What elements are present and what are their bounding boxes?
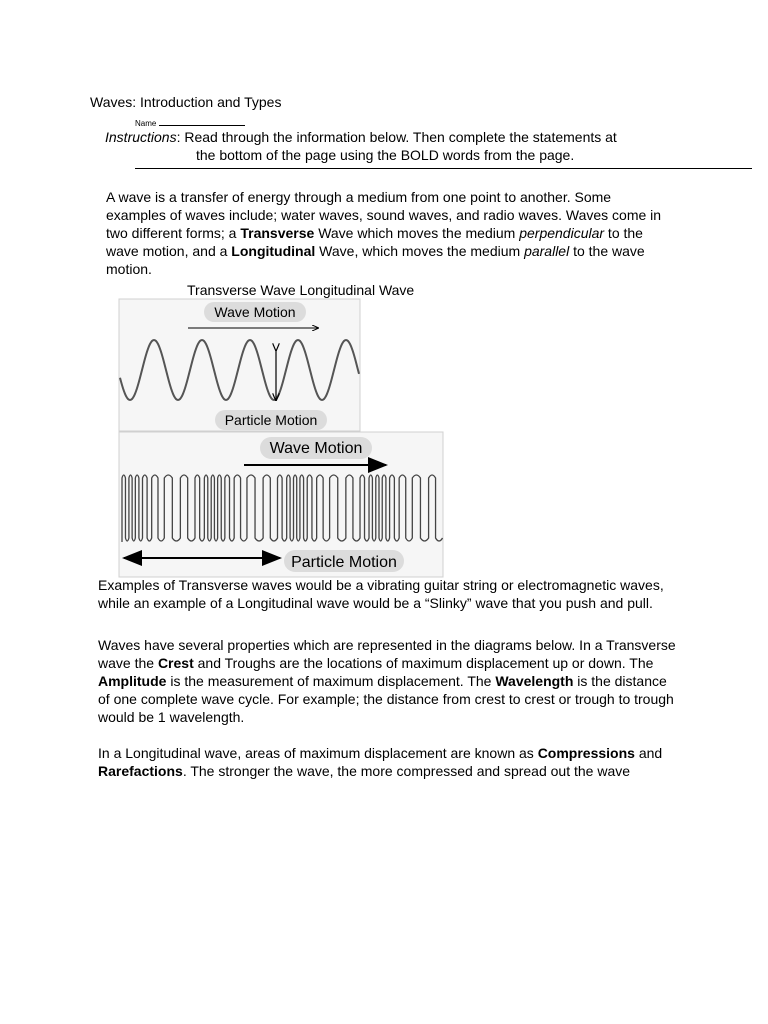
longitudinal-wave-motion-label: Wave Motion	[269, 440, 363, 457]
name-blank-line	[159, 117, 245, 126]
name-field[interactable]	[135, 117, 245, 128]
longitudinal-particle-motion-label: Particle Motion	[291, 554, 397, 571]
term-wavelength: Wavelength	[495, 673, 574, 689]
intro-text: Wave, which moves the medium	[315, 243, 525, 259]
intro-paragraph	[106, 188, 666, 278]
name-label: Name	[135, 119, 157, 128]
instructions-line-1	[105, 129, 725, 145]
longitudinal-paragraph	[98, 744, 688, 780]
instructions-divider	[135, 168, 752, 169]
transverse-wave-motion-label: Wave Motion	[214, 304, 296, 320]
transverse-wave-panel	[119, 299, 360, 431]
term-perpendicular: perpendicular	[519, 225, 605, 241]
examples-paragraph: Examples of Transverse waves would be a vibrating guitar string or electromagnetic waves, while an example of a Longitudinal wave would be a “Slinky” wave that you push and pull.	[98, 577, 664, 611]
longitudinal-wave-panel	[119, 432, 443, 577]
term-parallel: parallel	[524, 243, 570, 259]
intro-text: to the wave motion.	[106, 243, 645, 277]
instructions-text-1: : Read through the information below. Then complete the statements at	[176, 129, 617, 145]
properties-text: Waves have several properties which are represented in the diagrams below. In a Transverse wave the	[98, 637, 676, 671]
figure-caption: Transverse Wave Longitudinal Wave	[187, 282, 415, 298]
term-crest: Crest	[157, 655, 194, 671]
properties-text: is the distance of one complete wave cycle. For example; the distance from crest to crest or trough to trough would be 1 wavelength.	[98, 673, 674, 725]
term-rarefactions: Rarefactions	[98, 763, 183, 779]
properties-text: is the measurement of maximum displacement. The	[166, 673, 496, 689]
term-compressions: Compressions	[537, 745, 635, 761]
page-title: Waves: Introduction and Types	[90, 94, 282, 110]
intro-text: to the wave motion, and a	[106, 225, 643, 259]
longitudinal-text: In a Longitudinal wave, areas of maximum displacement are known as	[98, 745, 538, 761]
instructions-label: Instructions	[105, 129, 177, 145]
transverse-particle-motion-label: Particle Motion	[224, 412, 318, 428]
properties-paragraph	[98, 636, 678, 726]
longitudinal-text: . The stronger the wave, the more compressed and spread out the wave	[182, 763, 631, 779]
properties-text: and Troughs are the locations of maximum displacement up or down. The	[193, 655, 654, 671]
intro-text: Wave which moves the medium	[314, 225, 520, 241]
instructions-line-2: the bottom of the page using the BOLD words from the page.	[196, 147, 575, 163]
term-longitudinal: Longitudinal	[231, 243, 316, 259]
longitudinal-text: and	[634, 745, 663, 761]
term-amplitude: Amplitude	[98, 673, 167, 689]
wave-diagram	[118, 298, 444, 578]
term-transverse: Transverse	[240, 225, 315, 241]
intro-text: A wave is a transfer of energy through a medium from one point to another. Some examples of waves include; water waves, sound waves, and radio waves. Waves come in two different forms; a	[106, 189, 662, 241]
